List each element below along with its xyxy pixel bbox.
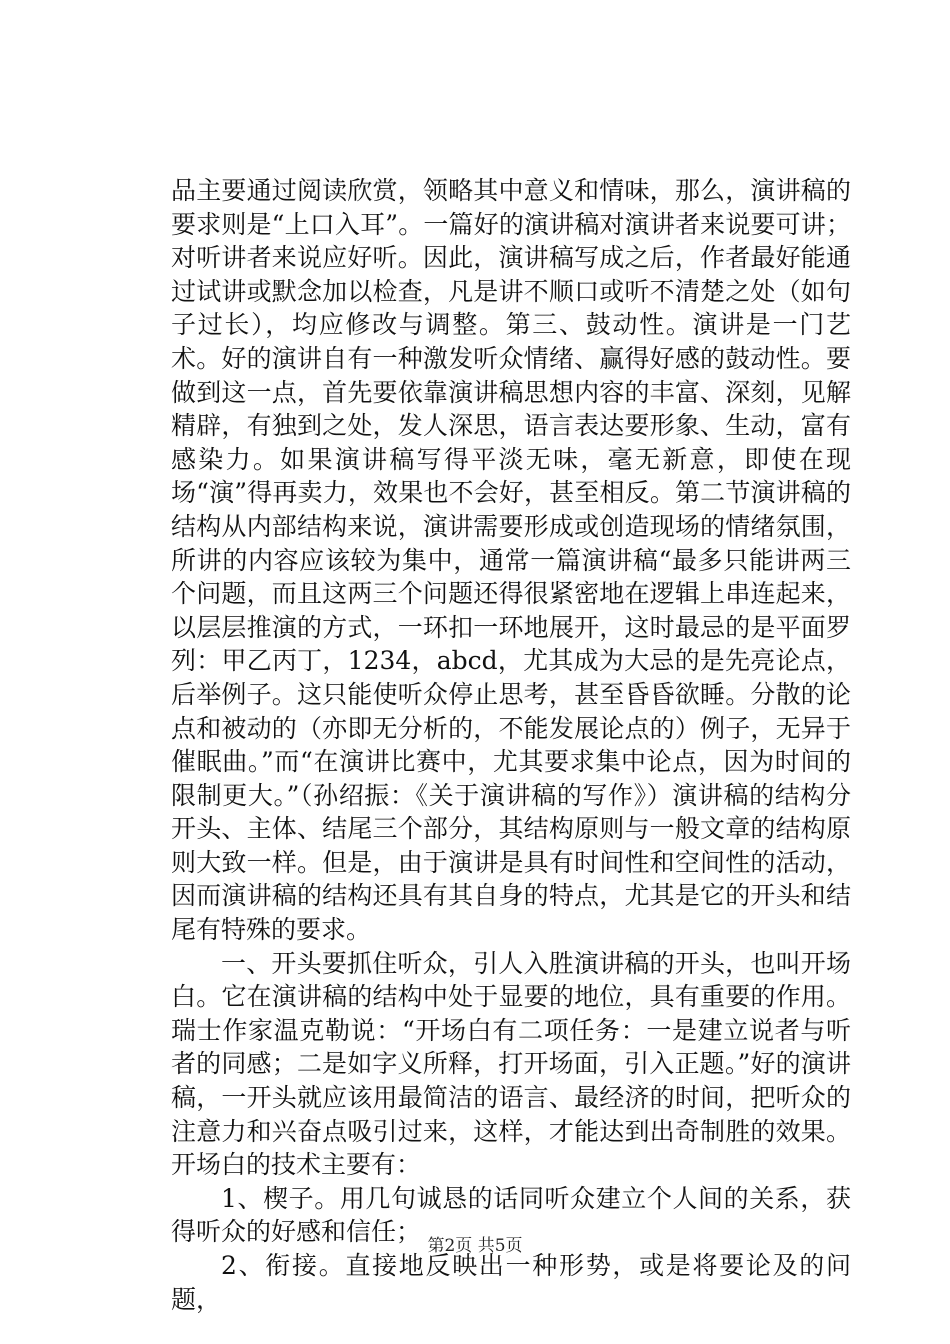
paragraph-continuation: 品主要通过阅读欣赏，领略其中意义和情味，那么，演讲稿的要求则是“上口入耳”。一篇好的演讲稿对演讲者来说要可讲；对听讲者来说应好听。因此，演讲稿写成之后，作者最好能通过试讲或默念加以检查，凡是讲不顺口或听不清楚之处（如句子过长），均应修改与调整。第三、鼓动性。演讲是一门艺术。好的演讲自有一种激发听众情绪、赢得好感的鼓动性。要做到这一点，首先要依靠演讲稿思想内容的丰富、深刻，见解精辟，有独到之处，发人深思，语言表达要形象、生动，富有感染力。如果演讲稿写得平淡无味，毫无新意，即使在现场“演”得再卖力，效果也不会好，甚至相反。第二节演讲稿的结构从内部结构来说，演讲需要形成或创造现场的情绪氛围，所讲的内容应该较为集中，通常一篇演讲稿“最多只能讲两三个问题，而且这两三个问题还得很紧密地在逻辑上串连起来，以层层推演的方式，一环扣一环地展开，这时最忌的是平面罗列：甲乙丙丁，1234，abcd，尤其成为大忌的是先亮论点，后举例子。这只能使听众停止思考，甚至昏昏欲睡。分散的论点和被动的（亦即无分析的，不能发展论点的）例子，无异于催眠曲。”而“在演讲比赛中，尤其要求集中论点，因为时间的限制更大。”（孙绍振：《关于演讲稿的写作》）演讲稿的结构分开头、主体、结尾三个部分，其结构原则与一般文章的结构原则大致一样。但是，由于演讲是具有时间性和空间性的活动，因而演讲稿的结构还具有其自身的特点，尤其是它的开头和结尾有特殊的要求。 xyxy=(171,176,851,945)
page-footer: 第2页 共5页 xyxy=(427,1236,523,1256)
paragraph-item-1: 1、楔子。用几句诚恳的话同听众建立个人间的关系，获得听众的好感和信任； xyxy=(171,1183,851,1247)
document-body xyxy=(171,174,851,1316)
paragraph-opening-section: 一、开头要抓住听众，引人入胜演讲稿的开头，也叫开场白。它在演讲稿的结构中处于显要的地位，具有重要的作用。瑞士作家温克勒说：“开场白有二项任务：一是建立说者与听者的同感；二是如字义所释，打开场面，引入正题。”好的演讲稿，一开头就应该用最简洁的语言、最经济的时间，把听众的注意力和兴奋点吸引过来，这样，才能达到出奇制胜的效果。开场白的技术主要有： xyxy=(171,948,851,1180)
paragraph-item-2: 2、衔接。直接地反映出一种形势，或是将要论及的问题， xyxy=(171,1251,851,1314)
